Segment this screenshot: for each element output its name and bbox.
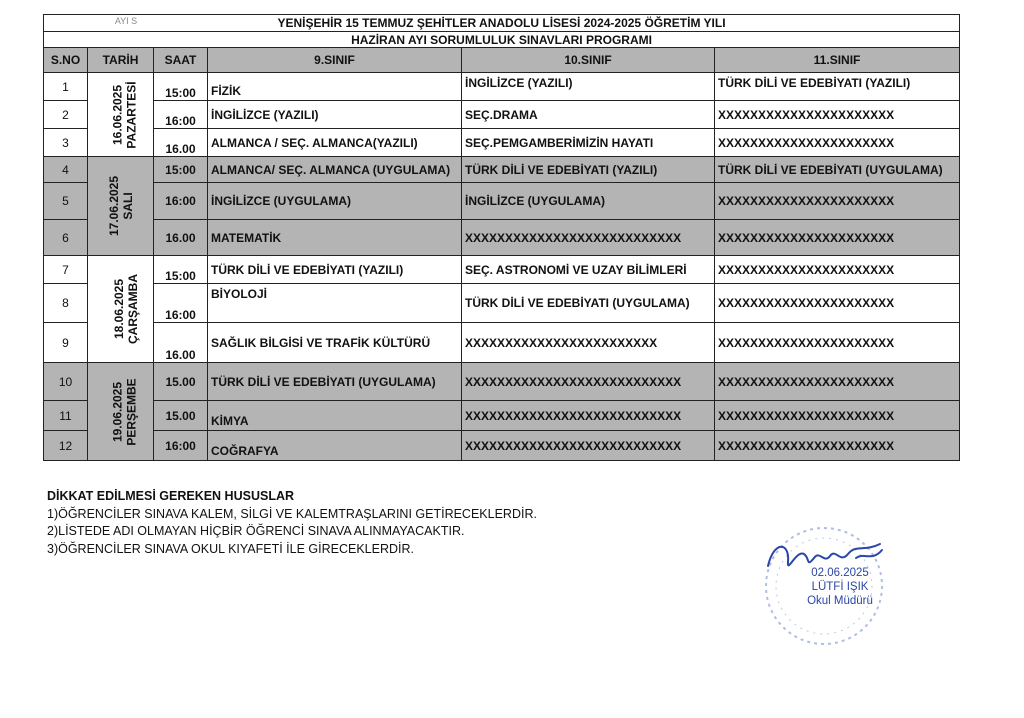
grade10-exam: İNGİLİZCE (YAZILI)	[462, 73, 715, 101]
logo-text: AYI S	[114, 16, 138, 26]
row-number: 2	[44, 101, 88, 129]
time-cell: 16.00	[154, 220, 208, 256]
col-header-date: TARİH	[88, 48, 154, 73]
grade9-exam: SAĞLIK BİLGİSİ VE TRAFİK KÜLTÜRÜ	[208, 323, 462, 363]
time-cell: 15:00	[154, 256, 208, 284]
grade10-exam: SEÇ. ASTRONOMİ VE UZAY BİLİMLERİ	[462, 256, 715, 284]
grade9-exam: FİZİK	[208, 73, 462, 101]
grade9-exam: KİMYA	[208, 401, 462, 431]
grade11-exam: TÜRK DİLİ VE EDEBİYATI (YAZILI)	[715, 73, 960, 101]
col-header-grade11: 11.SINIF	[715, 48, 960, 73]
table-row	[44, 157, 960, 183]
table-row	[44, 401, 960, 431]
time-cell: 16:00	[154, 183, 208, 220]
time-cell: 16:00	[154, 431, 208, 461]
note-item: 1)ÖĞRENCİLER SINAVA KALEM, SİLGİ VE KALEMTRAŞLARINI GETİRECEKLERDİR.	[47, 506, 537, 521]
time-cell: 16.00	[154, 129, 208, 157]
time-cell: 15.00	[154, 363, 208, 401]
grade11-exam: XXXXXXXXXXXXXXXXXXXXXX	[715, 129, 960, 157]
row-number: 9	[44, 323, 88, 363]
note-item: 2)LİSTEDE ADI OLMAYAN HİÇBİR ÖĞRENCİ SINAVA ALINMAYACAKTIR.	[47, 524, 465, 538]
grade11-exam: XXXXXXXXXXXXXXXXXXXXXX	[715, 220, 960, 256]
grade11-exam: XXXXXXXXXXXXXXXXXXXXXX	[715, 363, 960, 401]
row-number: 10	[44, 363, 88, 401]
document-subtitle: HAZİRAN AYI SORUMLULUK SINAVLARI PROGRAMI	[44, 32, 960, 48]
row-number: 12	[44, 431, 88, 461]
col-header-no: S.NO	[44, 48, 88, 73]
col-header-grade9: 9.SINIF	[208, 48, 462, 73]
grade10-exam: TÜRK DİLİ VE EDEBİYATI (YAZILI)	[462, 157, 715, 183]
grade11-exam: XXXXXXXXXXXXXXXXXXXXXX	[715, 101, 960, 129]
col-header-time: SAAT	[154, 48, 208, 73]
table-row	[44, 363, 960, 401]
grade9-exam: BİYOLOJİ	[208, 284, 462, 323]
row-number: 3	[44, 129, 88, 157]
grade11-exam: XXXXXXXXXXXXXXXXXXXXXX	[715, 256, 960, 284]
table-row	[44, 323, 960, 363]
grade10-exam: TÜRK DİLİ VE EDEBİYATI (UYGULAMA)	[462, 284, 715, 323]
document-title: YENİŞEHİR 15 TEMMUZ ŞEHİTLER ANADOLU LİSESİ 2024-2025 ÖĞRETİM YILI	[44, 15, 960, 32]
time-cell: 16:00	[154, 284, 208, 323]
signatory-name: LÜTFİ IŞIK	[811, 581, 869, 593]
row-number: 6	[44, 220, 88, 256]
date-label: 16.06.2025 PAZARTESİ	[110, 80, 139, 149]
grade9-exam: İNGİLİZCE (UYGULAMA)	[208, 183, 462, 220]
time-cell: 15.00	[154, 401, 208, 431]
notes-heading: DİKKAT EDİLMESİ GEREKEN HUSUSLAR	[47, 489, 295, 503]
grade9-exam: ALMANCA/ SEÇ. ALMANCA (UYGULAMA)	[208, 157, 462, 183]
grade11-exam: XXXXXXXXXXXXXXXXXXXXXX	[715, 431, 960, 461]
time-cell: 16:00	[154, 101, 208, 129]
time-cell: 16.00	[154, 323, 208, 363]
table-row	[44, 284, 960, 323]
notes-section	[47, 488, 537, 558]
grade11-exam: TÜRK DİLİ VE EDEBİYATI (UYGULAMA)	[715, 157, 960, 183]
grade11-exam: XXXXXXXXXXXXXXXXXXXXXX	[715, 401, 960, 431]
grade10-exam: SEÇ.DRAMA	[462, 101, 715, 129]
row-number: 5	[44, 183, 88, 220]
table-header-row	[44, 48, 960, 73]
grade10-exam: XXXXXXXXXXXXXXXXXXXXXXXX	[462, 323, 715, 363]
table-row	[44, 220, 960, 256]
time-cell: 15:00	[154, 73, 208, 101]
grade9-exam: COĞRAFYA	[208, 431, 462, 461]
date-label: 19.06.2025 PERŞEMBE	[110, 377, 139, 446]
exam-schedule-table	[43, 14, 960, 461]
signature-date: 02.06.2025	[811, 567, 869, 579]
grade11-exam: XXXXXXXXXXXXXXXXXXXXXX	[715, 323, 960, 363]
grade10-exam: XXXXXXXXXXXXXXXXXXXXXXXXXXX	[462, 431, 715, 461]
signature-block	[790, 566, 890, 608]
grade9-exam: MATEMATİK	[208, 220, 462, 256]
col-header-grade10: 10.SINIF	[462, 48, 715, 73]
grade10-exam: SEÇ.PEMGAMBERİMİZİN HAYATI	[462, 129, 715, 157]
date-cell	[88, 256, 154, 363]
date-cell	[88, 363, 154, 461]
table-row	[44, 256, 960, 284]
signature-scribble-icon	[768, 544, 882, 566]
grade10-exam: XXXXXXXXXXXXXXXXXXXXXXXXXXX	[462, 363, 715, 401]
table-row	[44, 183, 960, 220]
date-label: 18.06.2025 ÇARŞAMBA	[112, 274, 140, 344]
grade11-exam: XXXXXXXXXXXXXXXXXXXXXX	[715, 284, 960, 323]
exam-schedule-sheet	[43, 14, 959, 461]
date-label: 17.06.2025 SALI	[107, 175, 136, 237]
table-row	[44, 73, 960, 101]
grade9-exam: ALMANCA / SEÇ. ALMANCA(YAZILI)	[208, 129, 462, 157]
grade9-exam: İNGİLİZCE (YAZILI)	[208, 101, 462, 129]
grade10-exam: XXXXXXXXXXXXXXXXXXXXXXXXXXX	[462, 220, 715, 256]
time-cell: 15:00	[154, 157, 208, 183]
grade10-exam: İNGİLİZCE (UYGULAMA)	[462, 183, 715, 220]
row-number: 1	[44, 73, 88, 101]
date-cell	[88, 73, 154, 157]
row-number: 11	[44, 401, 88, 431]
note-item: 3)ÖĞRENCİLER SINAVA OKUL KIYAFETİ İLE GİRECEKLERDİR.	[47, 541, 414, 556]
grade9-exam: TÜRK DİLİ VE EDEBİYATI (UYGULAMA)	[208, 363, 462, 401]
date-cell	[88, 157, 154, 256]
row-number: 4	[44, 157, 88, 183]
table-row	[44, 129, 960, 157]
grade9-exam: TÜRK DİLİ VE EDEBİYATI (YAZILI)	[208, 256, 462, 284]
grade10-exam: XXXXXXXXXXXXXXXXXXXXXXXXXXX	[462, 401, 715, 431]
grade11-exam: XXXXXXXXXXXXXXXXXXXXXX	[715, 183, 960, 220]
row-number: 7	[44, 256, 88, 284]
table-row	[44, 101, 960, 129]
table-row	[44, 431, 960, 461]
row-number: 8	[44, 284, 88, 323]
signatory-title: Okul Müdürü	[807, 595, 873, 607]
